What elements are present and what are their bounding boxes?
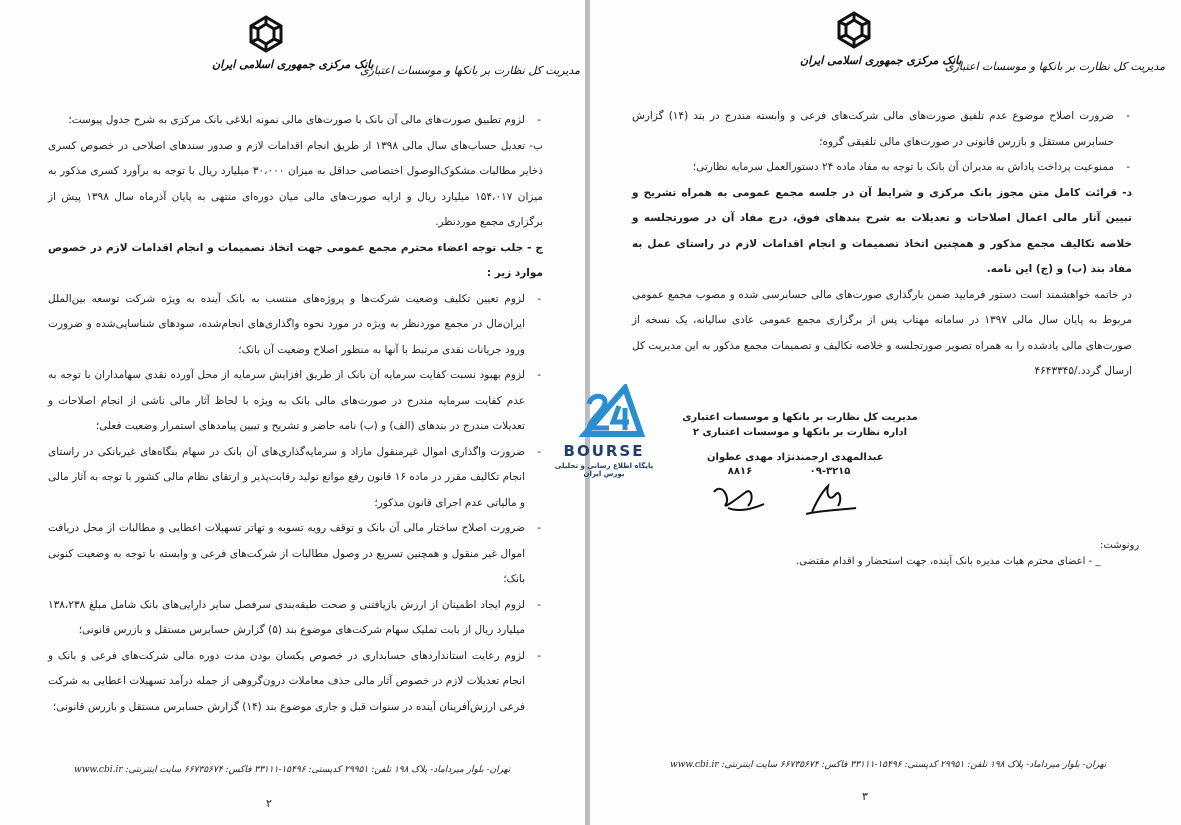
- signer-2-code: ۰۹-۳۲۱۵: [809, 466, 851, 477]
- signer-2-name: عبدالمهدی ارجمندنژاد: [776, 452, 884, 463]
- signature-title-line-1: مدیریت کل نظارت بر بانکها و موسسات اعتباری: [682, 412, 918, 423]
- left-paragraph: - ضرورت واگذاری اموال غیرمنقول مازاد و سرمایه‌گذاری‌های آن بانک در سهام بنگاه‌های غیربانکی در راستای انجام تکالیف مقرر در ماده ۱۶ قانون رفع موانع تولید رقابت‌پذیر و ارتقای نظام مالی کشور با توجه به آثار مالی و مالیاتی عدم اجرای قانون مذکور؛: [48, 440, 543, 517]
- bourse-logo-icon: [545, 384, 663, 444]
- footer-address: تهران- بلوار میرداماد- پلاک ۱۹۸ تلفن: ۲۹۹۵۱ کدپستی: ۱۵۴۹۶-۳۳۱۱۱ فاکس: ۶۶۷۳۵۶۷۴ سایت اینترنتی: www.cbi.ir: [670, 760, 1107, 770]
- bourse-watermark: [545, 384, 663, 476]
- central-bank-logo: [246, 14, 286, 54]
- signature-title-line-2: اداره نظارت بر بانکها و موسسات اعتباری ۲: [692, 427, 908, 438]
- left-paragraph: - لزوم تعیین تکلیف وضعیت شرکت‌ها و پروژه‌های منتسب به بانک آینده به ویژه شرکت توسعه بین‌الملل ایران‌مال در مجمع موردنظر به ویژه در مورد نحوه واگذاری‌های انجام‌شده، سودهای شناسایی‌شده و ضرورت ورود جریانات نقدی مرتبط با آنها به منظور اصلاح وضعیت آن بانک؛: [48, 287, 543, 364]
- left-paragraph: - لزوم رعایت استانداردهای حسابداری در خصوص یکسان بودن مدت دوره مالی شرکت‌های فرعی و بانک و انجام تعدیلات لازم در خصوص آثار مالی حذف معاملات درون‌گروهی از جمله درآمد تسهیلات اعطایی به شرکت فرعی ارزش‌آفرینان آینده در سنوات قبل و جاری موضوع بند (۱۴) گزارش حسابرس مستقل و بازرس قانونی؛: [48, 644, 543, 721]
- page-number: ۲: [266, 797, 272, 810]
- central-bank-logo: [834, 10, 874, 50]
- document-page-3: [590, 0, 1181, 825]
- department-name: مدیریت کل نظارت بر بانکها و موسسات اعتباری: [945, 60, 1166, 73]
- signature-title: [680, 410, 920, 440]
- left-paragraph: - لزوم بهبود نسبت کفایت سرمایه آن بانک از طریق افزایش سرمایه از محل آورده نقدی سهامداران با توجه به عدم کفایت سرمایه مندرج در صورت‌های مالی بانک به ویژه با لحاظ آثار مالی ناشی از انجام اصلاحات و تعدیلات مندرج در بندهای (الف) و (ب) نامه حاضر و تشریح و تبیین پیامدهای استمرار وضعیت فعلی؛: [48, 363, 543, 440]
- signature-1-mark: [708, 478, 768, 518]
- signer-1: [685, 451, 795, 479]
- right-paragraph: در خاتمه خواهشمند است دستور فرمایید ضمن بارگذاری صورت‌های مالی حسابرسی شده و مصوب مجمع عمومی مربوط به پایان سال مالی ۱۳۹۷ در سامانه مهتاب پس از برگزاری مجمع عمومی عادی سالیانه، یک نسخه از صورت‌های مالی یادشده را به همراه تصویر صورتجلسه و خلاصه تکالیف و تصمیمات مجمع مذکور به این مدیریت کل ارسال گردد./۴۶۴۳۳۴۵: [632, 288, 1132, 377]
- copy-recipient-line: _ - اعضای محترم هیات مدیره بانک آینده، جهت استحضار و اقدام مقتضی.: [796, 556, 1101, 567]
- copy-recipients-title: رونوشت:: [1100, 540, 1140, 551]
- page-number: ۳: [862, 790, 868, 803]
- left-paragraph: - لزوم ایجاد اطمینان از ارزش بازیافتنی و صحت طبقه‌بندی سرفصل سایر دارایی‌های بانک شامل مبلغ ۱۳۸،۲۳۸ میلیارد ریال از بابت تملیک سهام شرکت‌های موضوع بند (۵) گزارش حسابرس مستقل و بازرس قانونی؛: [48, 593, 543, 644]
- signer-1-name: مهدی عطوان: [706, 452, 774, 463]
- left-paragraph: - لزوم تطبیق صورت‌های مالی آن بانک با صورت‌های مالی نمونه ابلاغی بانک مرکزی به شرح جدول پیوست؛: [48, 108, 543, 134]
- document-page-2: [0, 0, 585, 825]
- right-paragraph: - ممنوعیت پرداخت پاداش به مدیران آن بانک با توجه به مفاد ماده ۲۴ دستورالعمل سرمایه نظارتی؛: [632, 155, 1132, 181]
- signature-2-mark: [802, 480, 862, 520]
- left-paragraph: - ضرورت اصلاح ساختار مالی آن بانک و توقف رویه تسویه و تهاتر تسهیلات اعطایی و مطالبات از محل دریافت اموال غیر منقول و همچنین تسریع در وصول مطالبات از شرکت‌های فرعی و وابسته با توجه به وضعیت کنونی بانک؛: [48, 516, 543, 593]
- department-name: مدیریت کل نظارت بر بانکها و موسسات اعتباری: [360, 64, 581, 77]
- bourse-tagline: پایگاه اطلاع رسانی و تحلیلی بورس ایران: [554, 462, 654, 478]
- footer-address: تهران- بلوار میرداماد- پلاک ۱۹۸ تلفن: ۲۹۹۵۱ کدپستی: ۱۵۴۹۶-۳۳۱۱۱ فاکس: ۶۶۷۳۵۶۷۴ سایت اینترنتی: www.cbi.ir: [74, 765, 511, 775]
- signer-1-code: ۸۸۱۶: [727, 466, 753, 477]
- left-paragraph: ب- تعدیل حساب‌های سال مالی ۱۳۹۸ از طریق انجام اقدامات لازم و صدور سندهای اصلاحی در خصوص کسری ذخایر مطالبات مشکوک‌الوصول اختصاصی حداقل به میزان ۳۰،۰۰۰ میلیارد ریال با توجه به برآورد کسری مذکور به میزان ۱۵۴،۰۱۷ میلیارد ریال و ارایه صورت‌های مالی میان دوره‌ای منتهی به پایان آذرماه سال ۱۳۹۸ پیش از برگزاری مجمع موردنظر.: [48, 139, 543, 228]
- bourse-name: BOURSE: [563, 442, 645, 460]
- letter-body: [48, 108, 543, 720]
- bank-name: بانک مرکزی جمهوری اسلامی ایران: [800, 54, 962, 67]
- letter-body: [632, 104, 1132, 385]
- left-paragraph: ج - جلب توجه اعضاء محترم مجمع عمومی جهت اتخاذ تصمیمات و انجام اقدامات لازم در خصوص موارد زیر :: [48, 241, 543, 279]
- right-paragraph: - ضرورت اصلاح موضوع عدم تلفیق صورت‌های مالی شرکت‌های فرعی و وابسته مندرج در بند (۱۴) گزارش حسابرس مستقل و بازرس قانونی در صورت‌های مالی تلفیقی گروه؛: [632, 104, 1132, 155]
- bank-name: بانک مرکزی جمهوری اسلامی ایران: [212, 58, 374, 71]
- right-paragraph: د- قرائت کامل متن مجوز بانک مرکزی و شرایط آن در جلسه مجمع عمومی به همراه تشریح و تبیین آثار مالی اعمال اصلاحات و تعدیلات به شرح بندهای فوق، درج مفاد آن در صورتجلسه و خلاصه تکالیف مجمع مذکور و همچنین اتخاذ تصمیمات و انجام اقدامات لازم در راستای عمل به مفاد بند (ب) و (ج) این نامه.: [632, 186, 1132, 275]
